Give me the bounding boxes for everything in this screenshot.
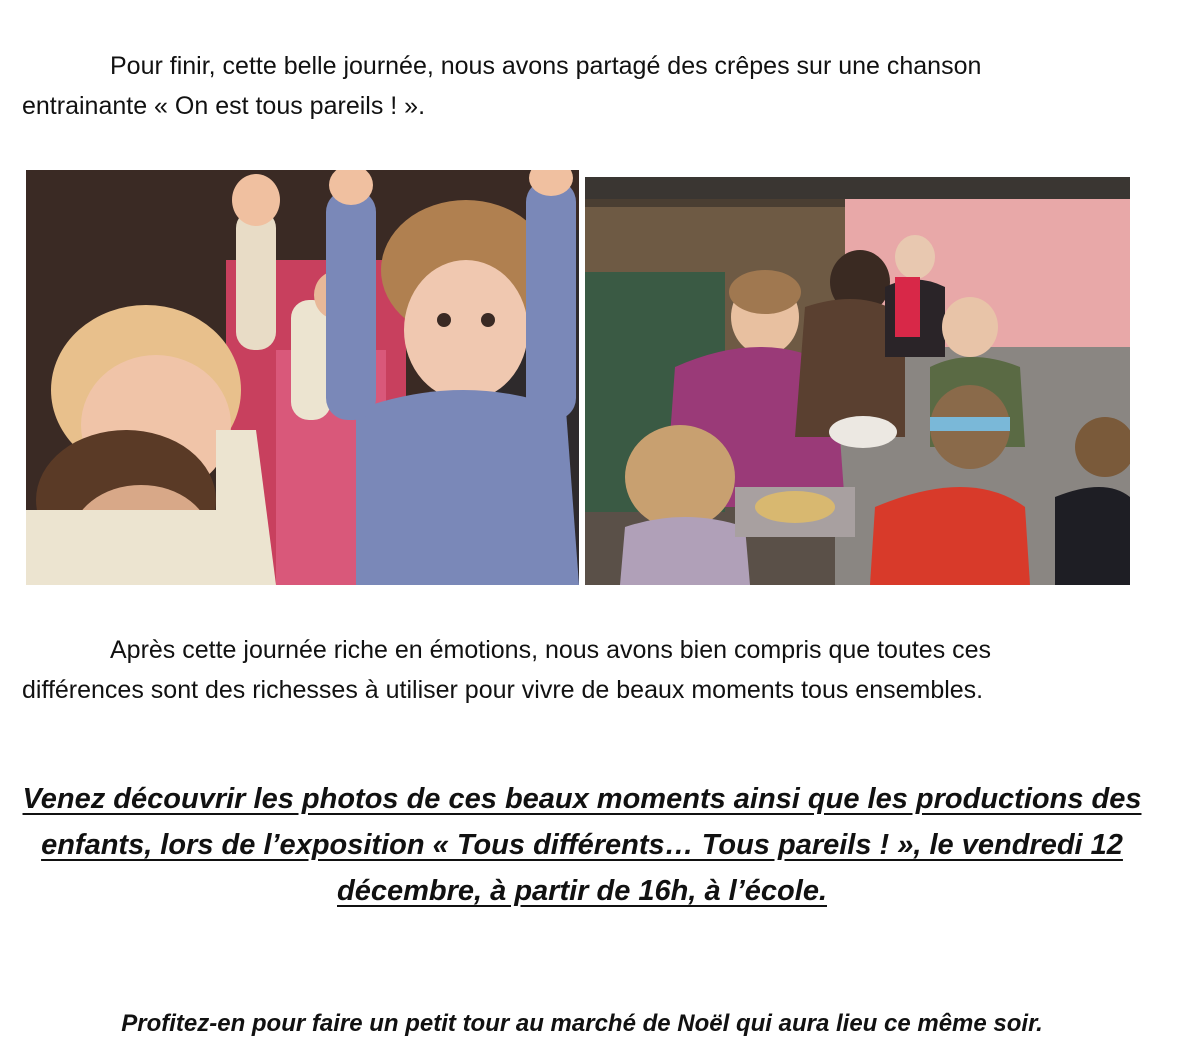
christmas-market-note: Profitez-en pour faire un petit tour au marché de Noël qui aura lieu ce même soir. (121, 1010, 1043, 1037)
paragraph-conclusion-line-1: Après cette journée riche en émotions, nous avons bien compris que toutes ces (110, 636, 992, 664)
announcement-line-1: Venez découvrir les photos de ces beaux moments ainsi que les productions des (22, 783, 1142, 815)
paragraph-conclusion (22, 630, 1142, 710)
exhibition-announcement (22, 776, 1142, 914)
photo-children-arms-raised-image (26, 170, 579, 585)
paragraph-crepes-line-2: entrainante « On est tous pareils ! ». (22, 92, 426, 120)
photo-children-arms-raised (26, 170, 579, 585)
paragraph-crepes (22, 46, 1142, 126)
announcement-line-2: enfants, lors de l’exposition « Tous différents… Tous pareils ! », le vendredi 12 (41, 829, 1123, 861)
paragraph-conclusion-line-2: différences sont des richesses à utiliser pour vivre de beaux moments tous ensembles. (22, 676, 984, 704)
paragraph-crepes-line-1: Pour finir, cette belle journée, nous avons partagé des crêpes sur une chanson (110, 52, 982, 80)
photo-sharing-crepes (585, 177, 1130, 585)
photo-sharing-crepes-image (585, 177, 1130, 585)
announcement-line-3: décembre, à partir de 16h, à l’école. (337, 875, 827, 907)
